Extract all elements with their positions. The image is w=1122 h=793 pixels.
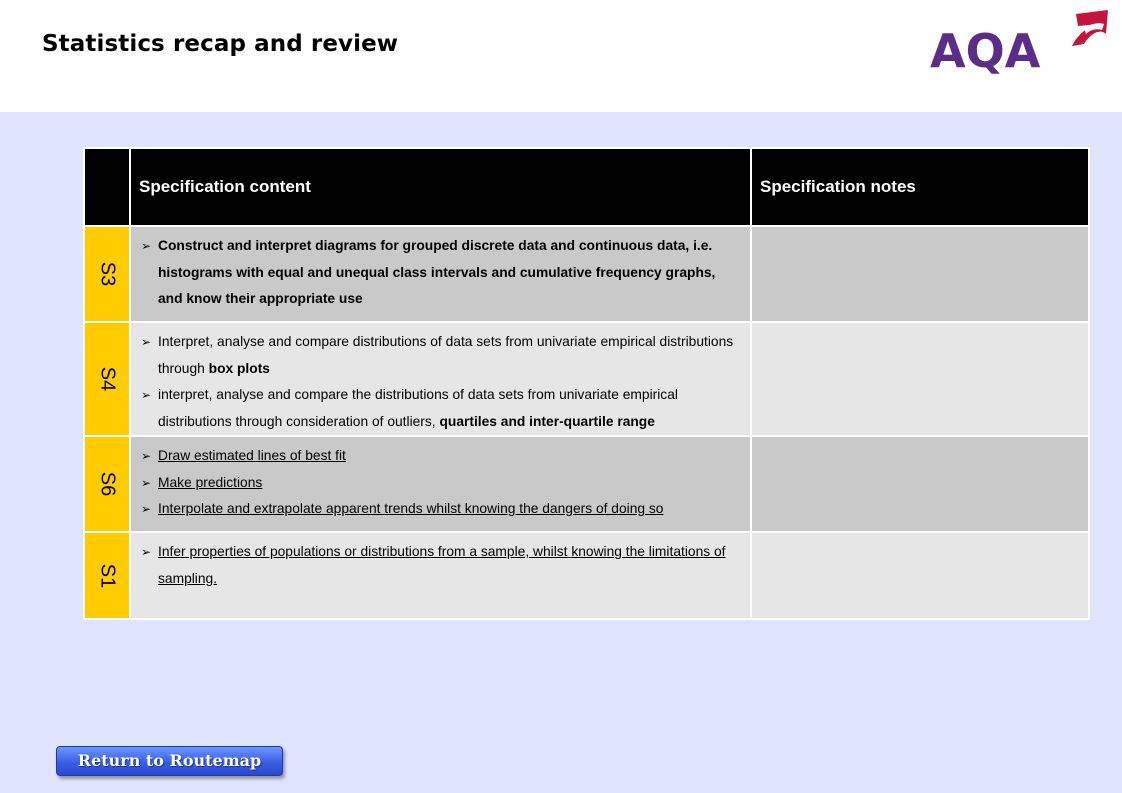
underlined-text: Make predictions <box>158 474 263 490</box>
header-code <box>84 148 130 226</box>
bold-text: quartiles and inter-quartile range <box>439 413 655 429</box>
header <box>0 0 1122 112</box>
bullet-list <box>141 539 740 592</box>
arrow-bullet-icon: ➢ <box>141 449 152 463</box>
logo-text: AQA <box>930 24 1041 78</box>
row-notes-cell <box>751 436 1089 532</box>
bullet-item <box>141 382 740 435</box>
row-content-cell <box>130 436 751 532</box>
row-code-cell <box>84 226 130 322</box>
underlined-text: Infer properties of populations or distributions from a sample, whilst knowing the limitations of sampling. <box>158 544 726 586</box>
table-header-row <box>84 148 1089 226</box>
row-notes-cell <box>751 532 1089 619</box>
arrow-bullet-icon: ➢ <box>141 502 152 516</box>
header-specification-content: Specification content <box>130 148 751 226</box>
arrow-bullet-icon: ➢ <box>141 335 152 349</box>
row-code-cell <box>84 532 130 619</box>
bullet-item <box>141 443 740 470</box>
row-code-label: S4 <box>96 366 119 392</box>
arrow-bullet-icon: ➢ <box>141 239 152 253</box>
table-row <box>84 322 1089 436</box>
return-to-routemap-button[interactable]: Return to Routemap <box>56 746 283 776</box>
row-content-cell <box>130 532 751 619</box>
aqa-logo-icon <box>928 8 1112 78</box>
row-code-label: S3 <box>96 261 119 287</box>
bullet-item <box>141 470 740 497</box>
bullet-item <box>141 539 740 592</box>
arrow-bullet-icon: ➢ <box>141 545 152 559</box>
bullet-item <box>141 496 740 523</box>
main-content <box>0 112 1122 793</box>
row-code-label: S6 <box>96 471 119 497</box>
underlined-text: Interpolate and extrapolate apparent trends whilst knowing the dangers of doing so <box>158 501 664 516</box>
underlined-text: Draw estimated lines of best fit <box>158 448 346 463</box>
row-content-cell <box>130 322 751 436</box>
header-specification-notes: Specification notes <box>751 148 1089 226</box>
bullet-item <box>141 329 740 382</box>
arrow-bullet-icon: ➢ <box>141 475 152 490</box>
table-row <box>84 532 1089 619</box>
arrow-bullet-icon: ➢ <box>141 388 152 402</box>
row-code-label: S1 <box>96 563 119 588</box>
aqa-logo <box>928 8 1112 78</box>
bullet-item <box>141 233 740 313</box>
bullet-list <box>141 329 740 435</box>
bullet-list <box>141 443 740 523</box>
specification-table <box>83 147 1090 620</box>
bullet-text: Interpret, analyse and compare distributions of data sets from univariate empirical distributions through <box>158 334 734 376</box>
row-code-cell <box>84 436 130 532</box>
table-row <box>84 226 1089 322</box>
bold-text: Construct and interpret diagrams for grouped discrete data and continuous data, i.e. histograms with equal and unequal class intervals and cumulative frequency graphs, and know their appropriate use <box>158 238 716 306</box>
bullet-list <box>141 233 740 313</box>
bullet-text: interpret, analyse and compare the distributions of data sets from univariate empirical distributions through consideration of outliers, <box>158 387 678 429</box>
row-notes-cell <box>751 322 1089 436</box>
bold-text: box plots <box>208 360 270 376</box>
page-title: Statistics recap and review <box>42 31 399 57</box>
row-code-cell <box>84 322 130 436</box>
row-content-cell <box>130 226 751 322</box>
row-notes-cell <box>751 226 1089 322</box>
table-row <box>84 436 1089 532</box>
